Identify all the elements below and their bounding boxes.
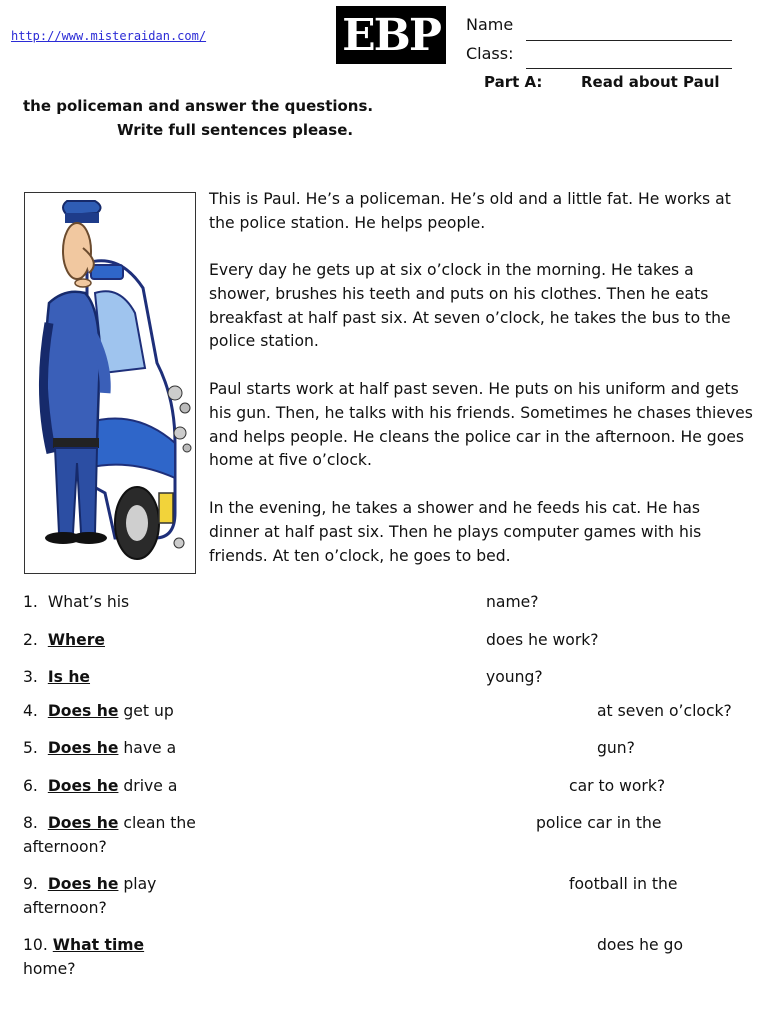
website-link[interactable]: http://www.misteraidan.com/	[11, 29, 207, 43]
question-5-end: gun?	[597, 739, 635, 757]
question-6-end: car to work?	[569, 777, 666, 795]
question-8-continuation: afternoon?	[23, 838, 107, 856]
policeman-illustration	[24, 192, 196, 574]
question-2: 2. Where	[23, 631, 105, 649]
question-8: 8. Does he clean the	[23, 814, 196, 832]
story-paragraph-4: In the evening, he takes a shower and he feeds his cat. He has dinner at half past six. Then he plays computer games with his friends. At ten o’clock, he goes to bed.	[209, 499, 702, 565]
question-3: 3. Is he	[23, 668, 91, 686]
story-paragraph-2: Every day he gets up at six o’clock in the morning. He takes a shower, brushes his teeth and puts on his clothes. Then he eats breakfast at half past six. At seven o’clock, he takes the bus to the police station.	[209, 261, 731, 351]
question-9: 9. Does he play	[23, 875, 157, 893]
question-4-end: at seven o’clock?	[597, 702, 732, 720]
instructions-line-3: Write full sentences please.	[117, 121, 354, 139]
class-label: Class:	[466, 44, 514, 63]
name-label: Name	[466, 15, 514, 34]
question-10-end: does he go	[597, 936, 683, 954]
question-1: 1. What’s his	[23, 593, 130, 611]
ebp-logo: EBP	[336, 6, 446, 64]
police-car-icon	[87, 261, 191, 559]
question-8-end: police car in the	[536, 814, 662, 832]
story-paragraph-1: This is Paul. He’s a policeman. He’s old and a little fat. He works at the police station. He helps people.	[209, 190, 731, 232]
story-paragraph-3: Paul starts work at half past seven. He puts on his uniform and gets his gun. Then, he talks with his friends. Sometimes he chases thieves and helps people. He cleans the police car in the afternoon. He goes home at five o’clock.	[209, 380, 753, 470]
name-field-line[interactable]	[526, 40, 732, 41]
question-10-continuation: home?	[23, 960, 76, 978]
question-2-end: does he work?	[486, 631, 599, 649]
part-label: Part A:	[484, 73, 543, 91]
instructions-line-2: the policeman and answer the questions.	[23, 97, 374, 115]
question-10: 10. What time	[23, 936, 145, 954]
question-9-end: football in the	[569, 875, 678, 893]
instructions-line-1: Read about Paul	[581, 73, 720, 91]
question-1-end: name?	[486, 593, 539, 611]
question-5: 5. Does he have a	[23, 739, 177, 757]
question-4: 4. Does he get up	[23, 702, 174, 720]
question-3-end: young?	[486, 668, 543, 686]
policeman-icon	[43, 201, 107, 544]
question-9-continuation: afternoon?	[23, 899, 107, 917]
question-6: 6. Does he drive a	[23, 777, 178, 795]
class-field-line[interactable]	[526, 68, 732, 69]
